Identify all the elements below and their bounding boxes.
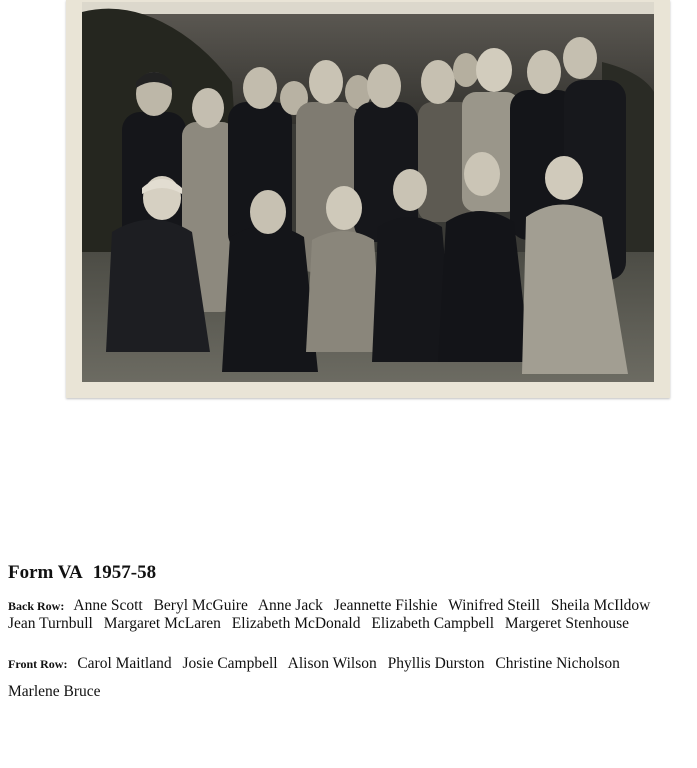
name: Elizabeth McDonald — [231, 615, 361, 632]
name: Margaret McLaren — [103, 615, 221, 632]
name: Beryl McGuire — [153, 597, 248, 614]
name: Margeret Stenhouse — [504, 615, 630, 632]
name: Phyllis Durston — [387, 655, 485, 672]
back-row-line-1 — [8, 596, 657, 616]
name: Jean Turnbull — [8, 615, 93, 632]
back-row-line-2 — [8, 614, 636, 633]
name: Winifred Steill — [448, 597, 541, 614]
class-group-photo — [82, 2, 654, 382]
front-row-line-2 — [8, 682, 108, 701]
school-year: 1957-58 — [92, 562, 157, 583]
form-name: Form VA — [8, 562, 83, 583]
name: Josie Campbell — [182, 655, 278, 672]
name: Sheila McIldow — [550, 597, 651, 614]
name: Christine Nicholson — [495, 655, 620, 672]
front-row-label: Front Row: — [8, 657, 68, 671]
name: Anne Scott — [73, 597, 143, 614]
front-row-line-1 — [8, 654, 627, 674]
name: Anne Jack — [257, 597, 323, 614]
back-row-label: Back Row: — [8, 599, 65, 613]
name: Alison Wilson — [287, 655, 377, 672]
name: Elizabeth Campbell — [371, 615, 495, 632]
photo-illustration — [82, 2, 654, 382]
caption-title — [8, 562, 156, 584]
name: Jeannette Filshie — [333, 597, 438, 614]
name: Marlene Bruce — [8, 683, 101, 700]
name: Carol Maitland — [77, 655, 172, 672]
